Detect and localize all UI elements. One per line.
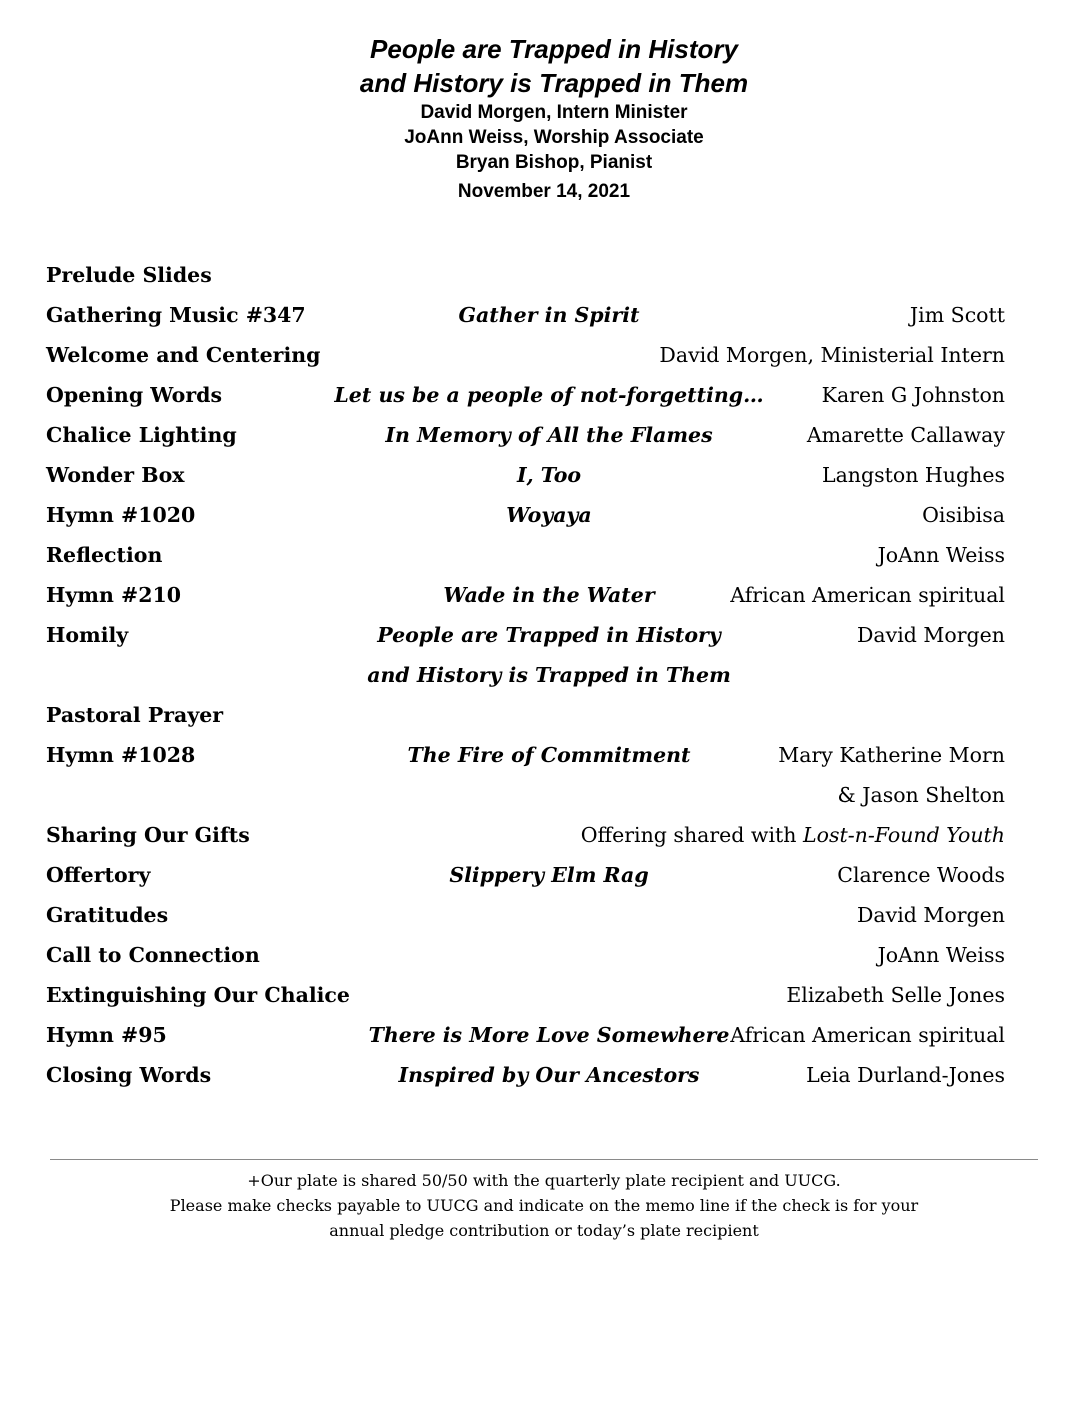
program-row bbox=[46, 295, 1005, 335]
program-row bbox=[46, 615, 1005, 655]
program-item-label: Homily bbox=[46, 623, 129, 647]
program-row bbox=[46, 775, 1005, 815]
program-item-label: Gratitudes bbox=[46, 903, 169, 927]
program-row bbox=[46, 815, 1005, 855]
program-item-label: Prelude Slides bbox=[46, 263, 212, 287]
program-item-label: Reflection bbox=[46, 543, 163, 567]
program-item-label: Opening Words bbox=[46, 383, 223, 407]
program-item-person: Oisibisa bbox=[922, 503, 1005, 527]
program-item-person: David Morgen bbox=[856, 903, 1005, 927]
program-item-title: and History is Trapped in Them bbox=[367, 663, 731, 687]
program-row bbox=[46, 655, 1005, 695]
program-row bbox=[46, 1015, 1005, 1055]
program-item-person: JoAnn Weiss bbox=[877, 543, 1005, 567]
program-item-label: Extinguishing Our Chalice bbox=[46, 983, 350, 1007]
program-item-person: David Morgen bbox=[856, 623, 1005, 647]
program-item-title: There is More Love Somewhere bbox=[368, 1023, 730, 1047]
program-row bbox=[46, 415, 1005, 455]
credit-worship-associate: JoAnn Weiss, Worship Associate bbox=[404, 127, 704, 148]
program-item-title: People are Trapped in History bbox=[377, 623, 721, 647]
footer-line-3: annual pledge contribution or today’s plate recipient bbox=[329, 1221, 759, 1240]
program-item-label: Sharing Our Gifts bbox=[46, 823, 250, 847]
order-of-service-header bbox=[0, 32, 1088, 206]
program-row bbox=[46, 975, 1005, 1015]
program-item-title: Gather in Spirit bbox=[458, 303, 640, 327]
program-item-label: Welcome and Centering bbox=[46, 343, 321, 367]
program-row bbox=[46, 375, 1005, 415]
program-item-title: In Memory of All the Flames bbox=[385, 423, 713, 447]
credit-pianist: Bryan Bishop, Pianist bbox=[455, 152, 653, 173]
program-item-person: Amarette Callaway bbox=[806, 423, 1005, 447]
program-item-label: Hymn #1020 bbox=[46, 503, 196, 527]
program-item-person: African American spiritual bbox=[730, 583, 1005, 607]
program-item-person: & Jason Shelton bbox=[837, 783, 1005, 807]
program-row bbox=[46, 935, 1005, 975]
footer-divider bbox=[50, 1159, 1038, 1160]
program-item-title: Wade in the Water bbox=[443, 583, 655, 607]
service-title-line-2: and History is Trapped in Them bbox=[359, 68, 749, 98]
program-item-label: Hymn #1028 bbox=[46, 743, 196, 767]
program-item-person: Langston Hughes bbox=[821, 463, 1005, 487]
program-item-title: The Fire of Commitment bbox=[407, 743, 691, 767]
program-row bbox=[46, 695, 1005, 735]
offering-text: Offering shared with bbox=[580, 823, 803, 847]
program-item-person: David Morgen, Ministerial Intern bbox=[659, 343, 1005, 367]
program-list bbox=[46, 255, 1005, 1095]
program-item-person: Mary Katherine Morn bbox=[778, 743, 1005, 767]
program-item-label: Wonder Box bbox=[46, 463, 185, 487]
program-item-title: Slippery Elm Rag bbox=[449, 863, 649, 887]
program-row bbox=[46, 255, 1005, 295]
program-row bbox=[46, 335, 1005, 375]
footer-line-1: +Our plate is shared 50/50 with the quarterly plate recipient and UUCG. bbox=[247, 1171, 841, 1190]
program-item-title: Inspired by Our Ancestors bbox=[398, 1063, 700, 1087]
program-item-person: Jim Scott bbox=[909, 303, 1005, 327]
program-item-person: Leia Durland-Jones bbox=[806, 1063, 1005, 1087]
program-item-label: Offertory bbox=[46, 863, 151, 887]
program-item-label: Gathering Music #347 bbox=[46, 303, 306, 327]
service-date: November 14, 2021 bbox=[457, 181, 631, 202]
program-item-person: African American spiritual bbox=[730, 1023, 1005, 1047]
program-row bbox=[46, 735, 1005, 775]
program-row bbox=[46, 455, 1005, 495]
credit-minister: David Morgen, Intern Minister bbox=[420, 102, 688, 123]
program-item-person: Karen G Johnston bbox=[821, 383, 1005, 407]
program-item-person: JoAnn Weiss bbox=[877, 943, 1005, 967]
program-item-label: Pastoral Prayer bbox=[46, 703, 224, 727]
program-item-person: Clarence Woods bbox=[837, 863, 1005, 887]
program-item-label: Closing Words bbox=[46, 1063, 212, 1087]
program-row bbox=[46, 855, 1005, 895]
program-item-person: Elizabeth Selle Jones bbox=[786, 983, 1005, 1007]
program-row bbox=[46, 535, 1005, 575]
program-item-person bbox=[581, 815, 1005, 855]
program-item-label: Call to Connection bbox=[46, 943, 260, 967]
program-item-label: Chalice Lighting bbox=[46, 423, 237, 447]
service-title-line-1: People are Trapped in History bbox=[370, 34, 738, 64]
program-row bbox=[46, 495, 1005, 535]
program-item-title: Woyaya bbox=[506, 503, 592, 527]
program-row bbox=[46, 575, 1005, 615]
footer-line-2: Please make checks payable to UUCG and indicate on the memo line if the check is for your bbox=[169, 1196, 919, 1215]
offering-recipient: Lost-n-Found Youth bbox=[803, 823, 1005, 847]
program-item-title: I, Too bbox=[516, 463, 582, 487]
program-row bbox=[46, 895, 1005, 935]
footer-note bbox=[0, 1168, 1088, 1243]
program-row bbox=[46, 1055, 1005, 1095]
program-item-label: Hymn #95 bbox=[46, 1023, 167, 1047]
program-item-label: Hymn #210 bbox=[46, 583, 181, 607]
program-item-title: Let us be a people of not-forgetting… bbox=[334, 383, 764, 407]
